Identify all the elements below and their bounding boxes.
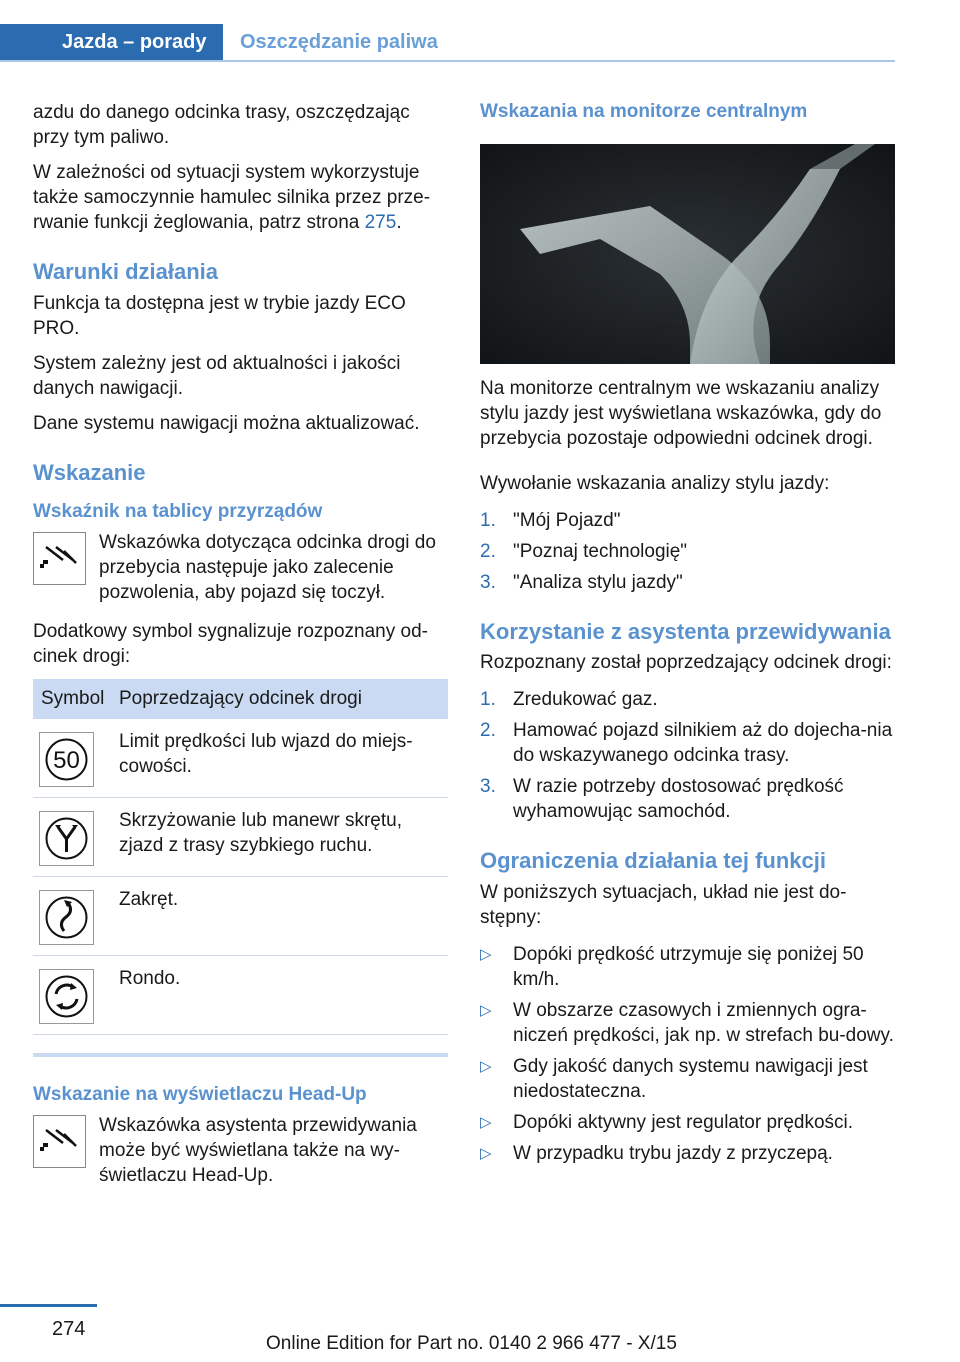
table-row — [33, 719, 448, 798]
page-link[interactable]: 275 — [364, 212, 397, 233]
roundabout-icon — [39, 969, 94, 1024]
paragraph-eco-pro: Funkcja ta dostępna jest w trybie jazdy ECO PRO. — [33, 293, 406, 339]
triangle-bullet-icon: ▷ — [480, 1002, 492, 1019]
heading-central-display: Wskazania na monitorze centralnym — [480, 101, 808, 122]
curve-icon — [39, 890, 94, 945]
list-item: 1. Zredukować gaz. — [480, 689, 658, 710]
symbol-table — [33, 679, 448, 1035]
paragraph-limits-intro: W poniższych sytuacjach, układ nie jest do-stępny: — [480, 882, 847, 928]
table-row — [33, 956, 448, 1035]
footer-divider — [0, 1304, 97, 1307]
table-row — [33, 798, 448, 877]
using-steps-list — [480, 687, 896, 824]
list-item: ▷ W przypadku trybu jazdy z przyczepą. — [480, 1143, 833, 1164]
triangle-bullet-icon: ▷ — [480, 1058, 492, 1075]
speed-limit-label: 50 — [53, 747, 80, 774]
section-tab[interactable]: Oszczędzanie paliwa — [240, 31, 438, 53]
heading-conditions: Warunki działania — [33, 259, 219, 284]
list-item: ▷ Gdy jakość danych systemu nawigacji jest niedostateczna. — [480, 1056, 868, 1102]
cluster-hint-text: Wskazówka dotycząca odcinka drogi do przebycia następuje jako zalecenie pozwolenia, aby pojazd się toczył. — [99, 532, 436, 603]
left-column — [33, 100, 448, 1188]
header-divider — [0, 60, 895, 62]
coasting-hint-icon — [33, 1115, 86, 1168]
paragraph-engine-brake: W zależności od sytuacji system wykorzystuje także samoczynnie hamulec silnika przez prze-rwanie funkcji żeglowania, patrz strona 275. — [33, 162, 431, 233]
row-description: Limit prędkości lub wjazd do miejs-cowości. — [119, 719, 448, 798]
chapter-tab[interactable]: Jazda – porady — [0, 24, 223, 61]
page-number: 274 — [52, 1318, 86, 1340]
row-description: Skrzyżowanie lub manewr skrętu, zjazd z trasy szybkiego ruchu. — [119, 798, 448, 877]
triangle-bullet-icon: ▷ — [480, 1145, 492, 1162]
heading-instrument-cluster: Wskaźnik na tablicy przyrządów — [33, 501, 323, 522]
heading-head-up: Wskazanie na wyświetlaczu Head-Up — [33, 1084, 367, 1105]
coasting-hint-icon — [33, 532, 86, 585]
list-item: 3. "Analiza stylu jazdy" — [480, 572, 683, 593]
table-bottom-rule — [33, 1053, 448, 1057]
table-row — [33, 877, 448, 956]
paragraph-navigation-data: System zależny jest od aktualności i jakości danych nawigacji. — [33, 353, 401, 399]
paragraph-additional-symbol: Dodatkowy symbol sygnalizuje rozpoznany od-cinek drogi: — [33, 621, 428, 667]
row-description: Zakręt. — [119, 877, 448, 956]
paragraph-intro: azdu do danego odcinka trasy, oszczędzając przy tym paliwo. — [33, 102, 410, 148]
column-header-road-section: Poprzedzający odcinek drogi — [119, 688, 362, 709]
list-item: 2. "Poznaj technologię" — [480, 541, 688, 562]
paragraph-recognized: Rozpoznany został poprzedzający odcinek drogi: — [480, 652, 892, 673]
right-column — [480, 100, 896, 1166]
edition-note: Online Edition for Part no. 0140 2 966 477 - X/15 — [266, 1333, 677, 1354]
speed-limit-50-icon — [39, 732, 94, 787]
triangle-bullet-icon: ▷ — [480, 946, 492, 963]
paragraph-call-display: Wywołanie wskazania analizy stylu jazdy: — [480, 473, 830, 494]
table-header-row — [33, 679, 448, 719]
limits-list — [480, 942, 896, 1166]
heading-display: Wskazanie — [33, 460, 146, 485]
list-item: 2. Hamować pojazd silnikiem aż do dojecha-nia do wskazywanego odcinka trasy. — [480, 720, 893, 766]
column-header-symbol: Symbol — [41, 688, 105, 709]
list-item: ▷ Dopóki aktywny jest regulator prędkości. — [480, 1112, 854, 1133]
cluster-hint — [33, 530, 448, 605]
list-item: ▷ Dopóki prędkość utrzymuje się poniżej 50 km/h. — [480, 944, 864, 990]
head-up-hint-text: Wskazówka asystenta przewidywania może być wyświetlana także na wy-świetlaczu Head-Up. — [99, 1115, 417, 1186]
triangle-bullet-icon: ▷ — [480, 1114, 492, 1131]
junction-icon — [39, 811, 94, 866]
paragraph-central-hint: Na monitorze centralnym we wskazaniu analizy stylu jazdy jest wyświetlana wskazówka, gdy do przebycia pozostaje odpowiedni odcinek drogi. — [480, 378, 882, 449]
call-steps-list — [480, 508, 896, 595]
page-header — [0, 0, 895, 62]
heading-limits: Ograniczenia działania tej funkcji — [480, 848, 826, 873]
list-item: 3. W razie potrzeby dostosować prędkość wyhamowując samochód. — [480, 776, 844, 822]
row-description: Rondo. — [119, 956, 448, 1035]
list-item: 1. "Mój Pojazd" — [480, 510, 621, 531]
heading-using-assistant: Korzystanie z asystenta przewidywania — [480, 619, 891, 644]
central-display-image — [480, 144, 895, 364]
head-up-hint — [33, 1113, 448, 1188]
list-item: ▷ W obszarze czasowych i zmiennych ogra-niczeń prędkości, jak np. w strefach bu-dowy. — [480, 1000, 894, 1046]
paragraph-update: Dane systemu nawigacji można aktualizować. — [33, 413, 420, 434]
